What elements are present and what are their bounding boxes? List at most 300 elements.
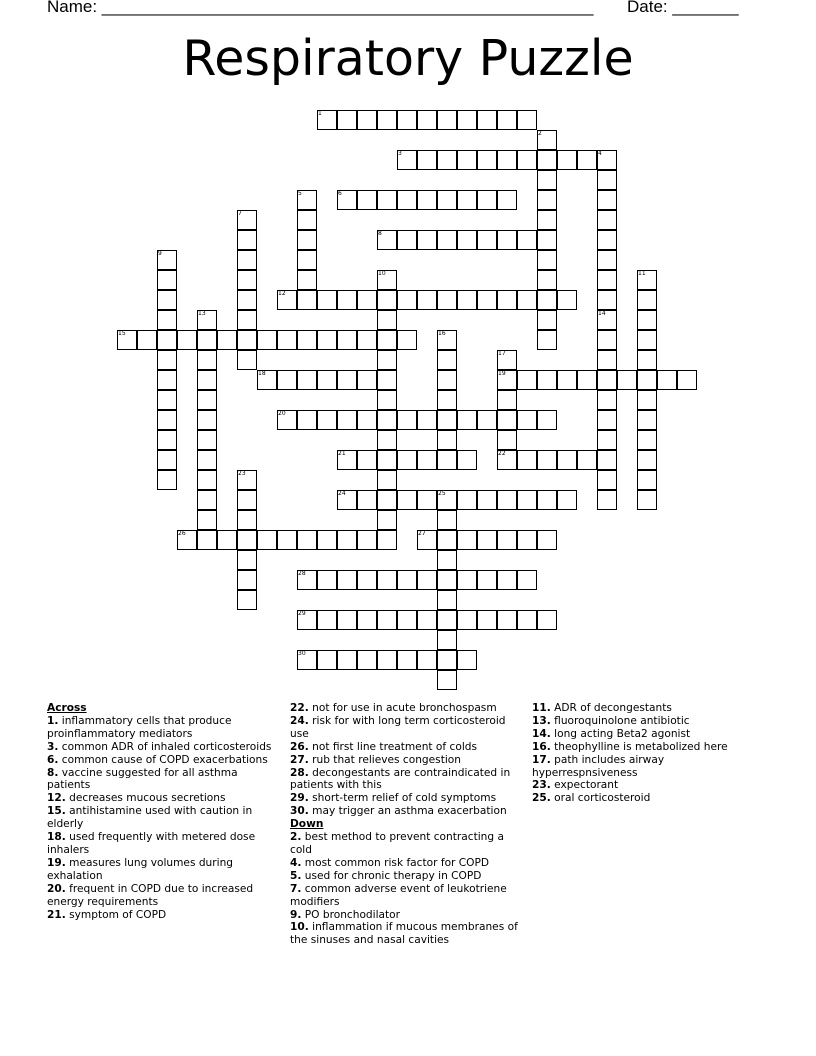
grid-cell[interactable] bbox=[437, 650, 457, 670]
grid-cell[interactable] bbox=[237, 550, 257, 570]
clue-text: decongestants are contraindicated in patients with this bbox=[290, 766, 511, 792]
clue-number: 22. bbox=[290, 702, 309, 714]
grid-cell[interactable] bbox=[597, 430, 617, 450]
grid-cell[interactable] bbox=[317, 610, 337, 630]
grid-cell[interactable] bbox=[397, 230, 417, 250]
grid-cell[interactable] bbox=[517, 490, 537, 510]
grid-cell[interactable] bbox=[197, 530, 217, 550]
grid-cell[interactable] bbox=[157, 270, 177, 290]
grid-cell[interactable] bbox=[377, 290, 397, 310]
grid-cell[interactable] bbox=[397, 110, 417, 130]
grid-cell[interactable] bbox=[557, 150, 577, 170]
grid-cell[interactable] bbox=[377, 390, 397, 410]
grid-cell[interactable] bbox=[437, 590, 457, 610]
grid-cell[interactable] bbox=[437, 110, 457, 130]
grid-cell[interactable] bbox=[517, 530, 537, 550]
grid-cell[interactable] bbox=[517, 450, 537, 470]
grid-cell[interactable] bbox=[377, 490, 397, 510]
clue-number: 5 bbox=[298, 190, 302, 197]
grid-cell[interactable] bbox=[537, 250, 557, 270]
grid-cell[interactable] bbox=[597, 250, 617, 270]
clue-text: antihistamine used with caution in elderly bbox=[47, 805, 253, 831]
grid-cell[interactable] bbox=[537, 230, 557, 250]
grid-cell[interactable] bbox=[457, 410, 477, 430]
grid-cell[interactable] bbox=[357, 490, 377, 510]
grid-cell[interactable] bbox=[457, 610, 477, 630]
clue-text: may trigger an asthma exacerbation bbox=[308, 805, 507, 818]
clue-number: 2 bbox=[538, 130, 542, 137]
grid-cell[interactable] bbox=[157, 390, 177, 410]
grid-cell[interactable] bbox=[197, 450, 217, 470]
grid-cell[interactable] bbox=[337, 530, 357, 550]
grid-cell[interactable] bbox=[237, 530, 257, 550]
grid-cell[interactable] bbox=[457, 290, 477, 310]
clue-item bbox=[532, 792, 772, 805]
grid-cell[interactable] bbox=[457, 230, 477, 250]
grid-cell[interactable] bbox=[277, 530, 297, 550]
clue-item bbox=[290, 754, 525, 767]
grid-cell[interactable] bbox=[377, 650, 397, 670]
grid-cell[interactable] bbox=[437, 550, 457, 570]
grid-cell[interactable] bbox=[417, 290, 437, 310]
grid-cell[interactable] bbox=[157, 350, 177, 370]
grid-cell[interactable] bbox=[157, 370, 177, 390]
grid-cell[interactable] bbox=[437, 390, 457, 410]
grid-cell[interactable] bbox=[217, 330, 237, 350]
grid-cell[interactable] bbox=[237, 330, 257, 350]
grid-cell[interactable] bbox=[437, 410, 457, 430]
grid-cell[interactable] bbox=[537, 170, 557, 190]
grid-cell[interactable] bbox=[517, 290, 537, 310]
grid-cell[interactable] bbox=[397, 650, 417, 670]
grid-cell[interactable] bbox=[197, 370, 217, 390]
grid-cell[interactable] bbox=[457, 490, 477, 510]
grid-cell[interactable] bbox=[157, 290, 177, 310]
grid-cell[interactable] bbox=[237, 270, 257, 290]
grid-cell[interactable] bbox=[317, 370, 337, 390]
grid-cell[interactable] bbox=[677, 370, 697, 390]
grid-cell[interactable] bbox=[377, 350, 397, 370]
grid-cell[interactable] bbox=[637, 290, 657, 310]
clue-text: decreases mucous secretions bbox=[65, 792, 226, 805]
grid-cell[interactable] bbox=[237, 590, 257, 610]
clue-text: risk for with long term corticosteroid use bbox=[290, 714, 506, 740]
grid-cell[interactable] bbox=[377, 330, 397, 350]
grid-cell[interactable] bbox=[397, 330, 417, 350]
grid-cell[interactable] bbox=[337, 330, 357, 350]
grid-cell[interactable] bbox=[197, 490, 217, 510]
grid-cell[interactable] bbox=[337, 110, 357, 130]
grid-cell[interactable] bbox=[437, 670, 457, 690]
grid-cell[interactable] bbox=[537, 410, 557, 430]
grid-cell[interactable] bbox=[397, 290, 417, 310]
grid-cell[interactable] bbox=[597, 490, 617, 510]
grid-cell[interactable] bbox=[297, 530, 317, 550]
grid-cell[interactable] bbox=[397, 490, 417, 510]
clue-number: 16 bbox=[438, 330, 446, 337]
grid-cell[interactable] bbox=[537, 290, 557, 310]
grid-cell[interactable] bbox=[337, 410, 357, 430]
clue-number: 13 bbox=[198, 310, 206, 317]
grid-cell[interactable] bbox=[377, 530, 397, 550]
clue-item bbox=[47, 754, 277, 767]
clue-number: 23. bbox=[532, 779, 551, 792]
grid-cell[interactable] bbox=[537, 190, 557, 210]
grid-cell[interactable] bbox=[497, 290, 517, 310]
grid-cell[interactable] bbox=[477, 490, 497, 510]
grid-cell[interactable] bbox=[437, 230, 457, 250]
grid-cell[interactable] bbox=[377, 470, 397, 490]
grid-cell[interactable] bbox=[437, 450, 457, 470]
clue-number: 27 bbox=[418, 530, 426, 537]
grid-cell[interactable] bbox=[417, 150, 437, 170]
clue-number: 1. bbox=[47, 714, 59, 727]
grid-cell[interactable] bbox=[517, 150, 537, 170]
grid-cell[interactable] bbox=[397, 450, 417, 470]
clue-item bbox=[47, 741, 277, 754]
grid-cell[interactable] bbox=[517, 610, 537, 630]
clue-number: 3 bbox=[398, 150, 402, 157]
grid-cell[interactable] bbox=[497, 190, 517, 210]
grid-cell[interactable] bbox=[337, 650, 357, 670]
grid-cell[interactable] bbox=[497, 410, 517, 430]
clue-number: 23 bbox=[238, 470, 246, 477]
clue-number: 20 bbox=[278, 410, 286, 417]
grid-cell[interactable] bbox=[497, 530, 517, 550]
grid-cell[interactable] bbox=[157, 470, 177, 490]
clue-text: common adverse event of leukotriene modifiers bbox=[290, 882, 507, 908]
grid-cell[interactable] bbox=[377, 570, 397, 590]
clue-item bbox=[290, 805, 525, 818]
grid-cell[interactable] bbox=[137, 330, 157, 350]
grid-cell[interactable] bbox=[497, 570, 517, 590]
clue-item bbox=[47, 805, 277, 831]
grid-cell[interactable] bbox=[637, 450, 657, 470]
grid-cell[interactable] bbox=[157, 410, 177, 430]
grid-cell[interactable] bbox=[497, 110, 517, 130]
grid-cell[interactable] bbox=[457, 110, 477, 130]
grid-cell[interactable] bbox=[357, 610, 377, 630]
grid-cell[interactable] bbox=[457, 650, 477, 670]
grid-cell[interactable] bbox=[417, 570, 437, 590]
grid-cell[interactable] bbox=[437, 430, 457, 450]
clue-number: 21 bbox=[338, 450, 346, 457]
clue-item bbox=[47, 792, 277, 805]
grid-cell[interactable] bbox=[537, 450, 557, 470]
clue-item bbox=[532, 728, 772, 741]
grid-cell[interactable] bbox=[597, 190, 617, 210]
grid-cell[interactable] bbox=[357, 450, 377, 470]
grid-cell[interactable] bbox=[637, 410, 657, 430]
grid-cell[interactable] bbox=[597, 290, 617, 310]
grid-cell[interactable] bbox=[597, 170, 617, 190]
grid-cell[interactable] bbox=[537, 370, 557, 390]
clue-item bbox=[47, 767, 277, 793]
page-title: Respiratory Puzzle bbox=[182, 30, 634, 87]
grid-cell[interactable] bbox=[437, 570, 457, 590]
grid-cell[interactable] bbox=[577, 450, 597, 470]
grid-cell[interactable] bbox=[457, 450, 477, 470]
grid-cell[interactable] bbox=[237, 510, 257, 530]
grid-cell[interactable] bbox=[357, 530, 377, 550]
grid-cell[interactable] bbox=[237, 490, 257, 510]
grid-cell[interactable] bbox=[197, 350, 217, 370]
grid-cell[interactable] bbox=[657, 370, 677, 390]
date-field: Date: _______ bbox=[627, 0, 739, 16]
clue-number: 27. bbox=[290, 753, 309, 766]
grid-cell[interactable] bbox=[537, 210, 557, 230]
grid-cell[interactable] bbox=[377, 110, 397, 130]
grid-cell[interactable] bbox=[377, 410, 397, 430]
grid-cell[interactable] bbox=[377, 430, 397, 450]
grid-cell[interactable] bbox=[457, 150, 477, 170]
grid-cell[interactable] bbox=[377, 610, 397, 630]
grid-cell[interactable] bbox=[497, 390, 517, 410]
grid-cell[interactable] bbox=[477, 610, 497, 630]
grid-cell[interactable] bbox=[417, 650, 437, 670]
grid-cell[interactable] bbox=[497, 230, 517, 250]
clue-number: 14 bbox=[598, 310, 606, 317]
grid-cell[interactable] bbox=[477, 110, 497, 130]
clue-text: oral corticosteroid bbox=[550, 792, 651, 805]
grid-cell[interactable] bbox=[357, 330, 377, 350]
grid-cell[interactable] bbox=[357, 190, 377, 210]
grid-cell[interactable] bbox=[417, 610, 437, 630]
grid-cell[interactable] bbox=[517, 370, 537, 390]
grid-cell[interactable] bbox=[537, 610, 557, 630]
grid-cell[interactable] bbox=[437, 290, 457, 310]
clues-column-3 bbox=[532, 702, 772, 805]
clue-number: 17. bbox=[532, 753, 551, 766]
grid-cell[interactable] bbox=[257, 530, 277, 550]
clue-item bbox=[47, 715, 277, 741]
grid-cell[interactable] bbox=[197, 430, 217, 450]
grid-cell[interactable] bbox=[557, 290, 577, 310]
grid-cell[interactable] bbox=[197, 330, 217, 350]
grid-cell[interactable] bbox=[557, 490, 577, 510]
clue-number: 15. bbox=[47, 805, 66, 818]
grid-cell[interactable] bbox=[537, 530, 557, 550]
clue-item bbox=[290, 702, 525, 715]
clue-number: 14. bbox=[532, 727, 551, 740]
grid-cell[interactable] bbox=[477, 230, 497, 250]
grid-cell[interactable] bbox=[277, 330, 297, 350]
grid-cell[interactable] bbox=[377, 310, 397, 330]
grid-cell[interactable] bbox=[377, 510, 397, 530]
grid-cell[interactable] bbox=[637, 350, 657, 370]
grid-cell[interactable] bbox=[637, 370, 657, 390]
grid-cell[interactable] bbox=[457, 570, 477, 590]
grid-cell[interactable] bbox=[597, 410, 617, 430]
grid-cell[interactable] bbox=[237, 230, 257, 250]
grid-cell[interactable] bbox=[597, 330, 617, 350]
grid-cell[interactable] bbox=[577, 150, 597, 170]
grid-cell[interactable] bbox=[497, 490, 517, 510]
grid-cell[interactable] bbox=[517, 570, 537, 590]
grid-cell[interactable] bbox=[317, 290, 337, 310]
grid-cell[interactable] bbox=[417, 490, 437, 510]
grid-cell[interactable] bbox=[597, 450, 617, 470]
grid-cell[interactable] bbox=[457, 530, 477, 550]
grid-cell[interactable] bbox=[437, 150, 457, 170]
grid-cell[interactable] bbox=[537, 270, 557, 290]
clue-number: 19 bbox=[498, 370, 506, 377]
clue-item bbox=[532, 754, 772, 780]
grid-cell[interactable] bbox=[237, 350, 257, 370]
clue-text: measures lung volumes during exhalation bbox=[47, 856, 234, 882]
grid-cell[interactable] bbox=[317, 570, 337, 590]
grid-cell[interactable] bbox=[297, 290, 317, 310]
clue-item bbox=[290, 870, 525, 883]
clue-number: 20. bbox=[47, 882, 66, 895]
grid-cell[interactable] bbox=[297, 330, 317, 350]
grid-cell[interactable] bbox=[477, 190, 497, 210]
grid-cell[interactable] bbox=[317, 530, 337, 550]
clue-number: 26 bbox=[178, 530, 186, 537]
grid-cell[interactable] bbox=[297, 250, 317, 270]
grid-cell[interactable] bbox=[297, 410, 317, 430]
grid-cell[interactable] bbox=[537, 330, 557, 350]
grid-cell[interactable] bbox=[397, 410, 417, 430]
grid-cell[interactable] bbox=[397, 190, 417, 210]
grid-cell[interactable] bbox=[397, 570, 417, 590]
grid-cell[interactable] bbox=[597, 390, 617, 410]
clue-number: 1 bbox=[318, 110, 322, 117]
grid-cell[interactable] bbox=[597, 370, 617, 390]
grid-cell[interactable] bbox=[157, 310, 177, 330]
grid-cell[interactable] bbox=[537, 150, 557, 170]
grid-cell[interactable] bbox=[617, 370, 637, 390]
grid-cell[interactable] bbox=[517, 230, 537, 250]
grid-cell[interactable] bbox=[517, 110, 537, 130]
grid-cell[interactable] bbox=[337, 610, 357, 630]
grid-cell[interactable] bbox=[257, 330, 277, 350]
grid-cell[interactable] bbox=[437, 510, 457, 530]
grid-cell[interactable] bbox=[157, 430, 177, 450]
grid-cell[interactable] bbox=[457, 190, 477, 210]
grid-cell[interactable] bbox=[637, 330, 657, 350]
grid-cell[interactable] bbox=[237, 290, 257, 310]
grid-cell[interactable] bbox=[297, 210, 317, 230]
grid-cell[interactable] bbox=[237, 250, 257, 270]
grid-cell[interactable] bbox=[497, 610, 517, 630]
grid-cell[interactable] bbox=[357, 410, 377, 430]
grid-cell[interactable] bbox=[337, 370, 357, 390]
grid-cell[interactable] bbox=[337, 290, 357, 310]
grid-cell[interactable] bbox=[317, 410, 337, 430]
clue-text: short-term relief of cold symptoms bbox=[308, 792, 497, 805]
grid-cell[interactable] bbox=[637, 430, 657, 450]
grid-cell[interactable] bbox=[417, 190, 437, 210]
grid-cell[interactable] bbox=[217, 530, 237, 550]
grid-cell[interactable] bbox=[297, 230, 317, 250]
grid-cell[interactable] bbox=[157, 450, 177, 470]
grid-cell[interactable] bbox=[317, 650, 337, 670]
grid-cell[interactable] bbox=[177, 330, 197, 350]
clue-text: ADR of decongestants bbox=[550, 702, 672, 714]
clue-text: symptom of COPD bbox=[65, 908, 167, 921]
grid-cell[interactable] bbox=[437, 350, 457, 370]
grid-cell[interactable] bbox=[277, 370, 297, 390]
grid-cell[interactable] bbox=[637, 390, 657, 410]
clue-item bbox=[532, 741, 772, 754]
grid-cell[interactable] bbox=[297, 270, 317, 290]
grid-cell[interactable] bbox=[597, 350, 617, 370]
grid-cell[interactable] bbox=[197, 410, 217, 430]
grid-cell[interactable] bbox=[297, 370, 317, 390]
grid-cell[interactable] bbox=[237, 570, 257, 590]
grid-cell[interactable] bbox=[417, 410, 437, 430]
grid-cell[interactable] bbox=[597, 470, 617, 490]
grid-cell[interactable] bbox=[437, 610, 457, 630]
grid-cell[interactable] bbox=[197, 390, 217, 410]
grid-cell[interactable] bbox=[477, 410, 497, 430]
grid-cell[interactable] bbox=[157, 330, 177, 350]
grid-cell[interactable] bbox=[357, 290, 377, 310]
grid-cell[interactable] bbox=[377, 190, 397, 210]
grid-cell[interactable] bbox=[557, 450, 577, 470]
grid-cell[interactable] bbox=[357, 570, 377, 590]
grid-cell[interactable] bbox=[577, 370, 597, 390]
grid-cell[interactable] bbox=[237, 310, 257, 330]
grid-cell[interactable] bbox=[337, 570, 357, 590]
clue-number: 4. bbox=[290, 856, 302, 869]
grid-cell[interactable] bbox=[557, 370, 577, 390]
grid-cell[interactable] bbox=[597, 270, 617, 290]
grid-cell[interactable] bbox=[357, 650, 377, 670]
clue-item bbox=[47, 909, 277, 922]
grid-cell[interactable] bbox=[357, 370, 377, 390]
clue-number: 10. bbox=[290, 921, 309, 934]
clue-number: 30. bbox=[290, 805, 309, 818]
grid-cell[interactable] bbox=[417, 450, 437, 470]
grid-cell[interactable] bbox=[497, 430, 517, 450]
grid-cell[interactable] bbox=[357, 110, 377, 130]
grid-cell[interactable] bbox=[597, 210, 617, 230]
grid-cell[interactable] bbox=[317, 330, 337, 350]
clue-text: not first line treatment of colds bbox=[308, 740, 478, 753]
grid-cell[interactable] bbox=[197, 510, 217, 530]
grid-cell[interactable] bbox=[417, 230, 437, 250]
grid-cell[interactable] bbox=[477, 150, 497, 170]
grid-cell[interactable] bbox=[397, 610, 417, 630]
grid-cell[interactable] bbox=[597, 230, 617, 250]
grid-cell[interactable] bbox=[637, 490, 657, 510]
grid-cell[interactable] bbox=[437, 530, 457, 550]
clue-text: best method to prevent contracting a cold bbox=[290, 831, 504, 856]
grid-cell[interactable] bbox=[477, 570, 497, 590]
grid-cell[interactable] bbox=[377, 450, 397, 470]
grid-cell[interactable] bbox=[537, 310, 557, 330]
grid-cell[interactable] bbox=[437, 630, 457, 650]
grid-cell[interactable] bbox=[477, 290, 497, 310]
grid-cell[interactable] bbox=[437, 190, 457, 210]
grid-cell[interactable] bbox=[417, 110, 437, 130]
clue-number: 24. bbox=[290, 714, 309, 727]
grid-cell[interactable] bbox=[437, 370, 457, 390]
grid-cell[interactable] bbox=[637, 470, 657, 490]
grid-cell[interactable] bbox=[497, 150, 517, 170]
grid-cell[interactable] bbox=[637, 310, 657, 330]
grid-cell[interactable] bbox=[197, 470, 217, 490]
grid-cell[interactable] bbox=[517, 410, 537, 430]
clue-number: 22 bbox=[498, 450, 506, 457]
grid-cell[interactable] bbox=[537, 490, 557, 510]
clue-number: 17 bbox=[498, 350, 506, 357]
grid-cell[interactable] bbox=[477, 530, 497, 550]
clue-item bbox=[290, 883, 525, 909]
grid-cell[interactable] bbox=[377, 370, 397, 390]
